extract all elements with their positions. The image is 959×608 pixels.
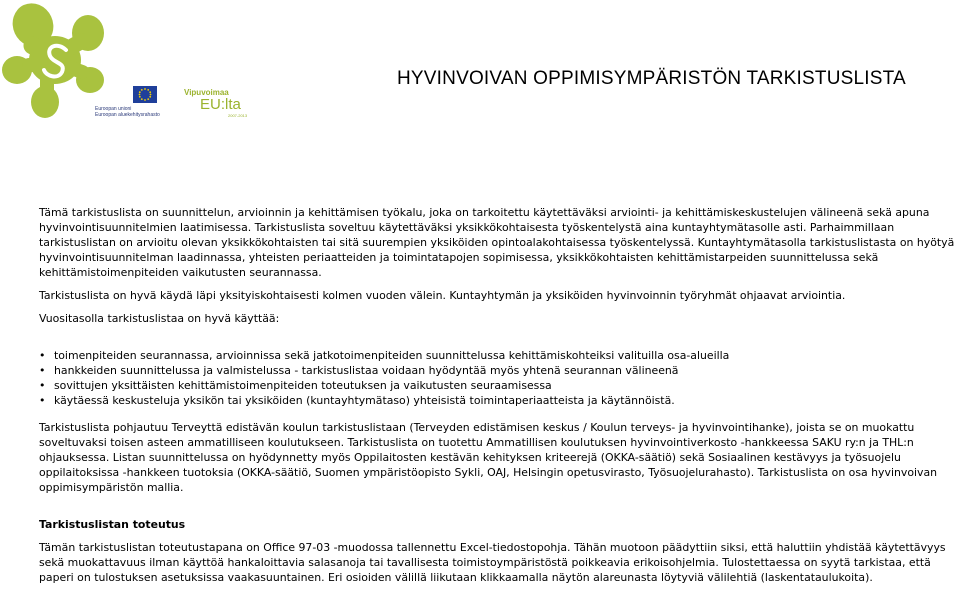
- header-logos: [0, 0, 250, 125]
- yearly-intro: Vuositasolla tarkistuslistaa on hyvä käyttää:: [39, 312, 280, 325]
- list-item: [39, 378, 958, 393]
- vip-top-text: Vipuvoimaa: [184, 88, 229, 97]
- list-item: [39, 393, 958, 408]
- vipuvoimaa-logo: [184, 88, 254, 118]
- bullet-icon: •: [39, 394, 46, 407]
- intro-paragraph: Tämä tarkistuslista on suunnittelun, arvioinnin ja kehittämisen työkalu, joka on tarkoitettu käytettäväksi arviointi- ja kehittämiskeskustelujen välineenä sekä apuna hyvinvointisuunnitelmien laatimisessa. Tarkistuslista soveltuu käytettäväksi yksikkökohtaisesta työskentelystä aina kuntayhtymätasolle asti. Parhaimmillaan tarkistuslistan on arvioitu olevan yksikkökohtaisten tai sitä suurempien yksiköiden opintoalakohtaisessa työskentelyssä. Kuntayhtymätasolla tarkistuslistasta on hyötyä hyvinvointisuunnitelman laadinnassa, yhteisten periaatteiden ja toimintatapojen sopimisessa, yksikkökohtaisten kehittämistarpeiden suunnittelussa sekä kehittämistoimenpiteiden vaikutusten seurannassa.: [39, 206, 955, 279]
- list-item-text: käytäessä keskusteluja yksikön tai yksiköiden (kuntayhtymätaso) yhteisistä toimintaperiaatteista ja käytännöistä.: [54, 394, 675, 407]
- vip-main-text: EU:lta: [200, 96, 241, 113]
- list-item: [39, 363, 958, 378]
- usage-list: [39, 348, 958, 408]
- frequency-paragraph: Tarkistuslista on hyvä käydä läpi yksityiskohtaisesti kolmen vuoden välein. Kuntayhtymän ja yksiköiden hyvinvoinnin työryhmät ohjaavat arviointia.: [39, 289, 846, 302]
- list-item-text: sovittujen yksittäisten kehittämistoimenpiteiden toteutuksen ja vaikutusten seuraamisessa: [54, 379, 552, 392]
- eu-text-line2: Euroopan aluekehitysrahasto: [95, 112, 160, 118]
- section-heading: Tarkistuslistan toteutus: [39, 518, 186, 531]
- list-item-text: hankkeiden suunnittelussa ja valmistelussa - tarkistuslistaa voidaan hyödyntää myös yhtenä seurannan välineenä: [54, 364, 679, 377]
- document-body: [39, 205, 958, 585]
- eu-flag-icon: [133, 86, 157, 103]
- eu-text-line1: Euroopan unioni: [95, 106, 132, 112]
- eu-logo: [95, 86, 165, 118]
- list-item-text: toimenpiteiden seurannassa, arvioinnissa sekä jatkotoimenpiteiden suunnittelussa kehittämiskohteiksi valituilla osa-alueilla: [54, 349, 730, 362]
- bullet-icon: •: [39, 379, 46, 392]
- page-title: HYVINVOIVAN OPPIMISYMPÄRISTÖN TARKISTUSLISTA: [397, 68, 906, 89]
- bullet-icon: •: [39, 364, 46, 377]
- list-item: [39, 348, 958, 363]
- flower-logo-icon: [0, 0, 110, 122]
- basis-paragraph: Tarkistuslista pohjautuu Terveyttä edistävän koulun tarkistuslistaan (Terveyden edistämisen keskus / Koulun terveys- ja hyvinvointihanke), joista se on muokattu soveltuvaksi toisen asteen ammatilliseen koulutukseen. Tarkistuslista on tuotettu Ammatillisen koulutuksen hyvinvointiverkosto -hankkeessa SAKU ry:n ja THL:n ohjauksessa. Listan suunnittelussa on hyödynnetty myös Oppilaitosten kestävän kehityksen kriteerejä (OKKA-säätiö) sekä Sosiaalinen kestävyys ja työsuojelu oppilaitoksissa -hankkeen tuotoksia (OKKA-säätiö, Suomen ympäristöopisto Sykli, OAJ, Helsingin opetusvirasto, Työsuojelurahasto). Tarkistuslista on osa hyvinvoivan oppimisympäristön mallia.: [39, 421, 938, 494]
- bullet-icon: •: [39, 349, 46, 362]
- implementation-paragraph: Tämän tarkistuslistan toteutustapana on Office 97-03 -muodossa tallennettu Excel-tiedostopohja. Tähän muotoon päädyttiin siksi, että haluttiin yhdistää käytettävyys sekä muokattavuus ilman käyttöä hankaloittavia salasanoja tai tavallisesta toimistoympäristöstä poikkeavia erikoisohjelmia. Tulostettaessa on syytä tarkistaa, että paperi on tulostuksen asetuksissa vaakasuuntainen. Eri osioiden välillä liikutaan klikkaamalla näytön alareunasta löytyviä välilehtiä (laskentataulukoita).: [39, 541, 946, 584]
- vip-sub-text: 2007-2013: [228, 113, 248, 118]
